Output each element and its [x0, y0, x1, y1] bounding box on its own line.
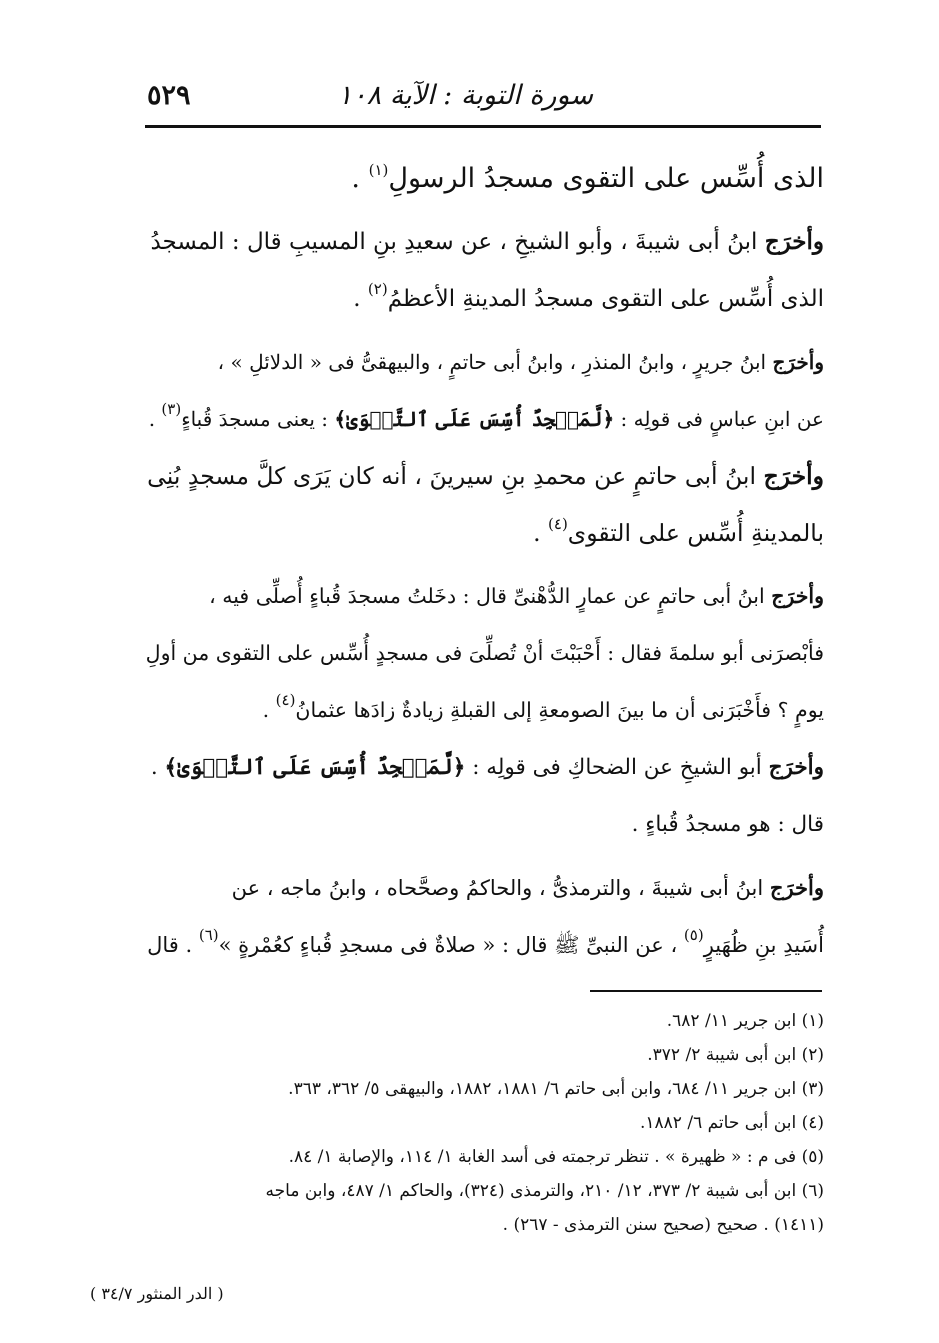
paragraph-6: [138, 739, 824, 853]
lead-word: وأخرَج: [769, 875, 824, 900]
paragraph-7: [138, 859, 824, 974]
footnote-ref: (٤): [548, 515, 568, 533]
text-line: أُسَيدِ بنِ ظُهَيرٍ: [703, 933, 824, 957]
text-line: أبو الشيخِ عن الضحاكِ فى قولِه :: [465, 755, 769, 780]
paragraph-2: [138, 213, 824, 328]
footnote-rule: [590, 990, 822, 992]
footnote-6-continued: (١٤١١) . صحيح (صحيح سنن الترمذى - ٢٦٧) .: [502, 1215, 824, 1235]
text-line: ابنُ أبى حاتمٍ عن عمارٍ الدُّهْنىِّ قال : دخَلتُ مسجدَ قُباءٍ أُصلِّى فيه ،: [209, 584, 772, 608]
text-end: .: [262, 698, 276, 722]
main-text: [138, 150, 824, 974]
running-title: سورة التوبة : الآية ١٠٨: [337, 80, 593, 111]
text-end: .: [353, 286, 368, 312]
text-line: .: [150, 755, 165, 780]
footnote-4: (٤) ابن أبى حاتم ٦/ ١٨٨٢.: [639, 1113, 824, 1133]
lead-word: وأخرَج: [772, 350, 824, 374]
text-end: .: [148, 407, 162, 431]
volume-signature: ( الدر المنثور ٣٤/٧ ): [90, 1284, 224, 1303]
text-end: .: [533, 519, 549, 547]
lead-word: وأخرَج: [768, 755, 824, 780]
page-number: ٥٢٩: [147, 80, 191, 111]
footnote-ref: (٦): [198, 926, 219, 944]
lead-word: وأخرَج: [763, 462, 824, 490]
lead-word: وأخرَج: [771, 584, 824, 608]
footnote-ref: (٣): [161, 400, 182, 418]
paragraph-3: [138, 334, 824, 448]
text-line: ابنُ أبى شيبةَ ، وأبو الشيخِ ، عن سعيدِ بنِ المسيبِ قال : المسجدُ: [150, 229, 765, 255]
footnote-ref: (٢): [367, 280, 388, 298]
text-line: ابنُ أبى حاتمٍ عن محمدِ بنِ سيرينَ ، أنه كان يَرَى كلَّ مسجدٍ بُنِى: [147, 462, 764, 490]
paragraph-5: [138, 568, 824, 739]
lead-word: وأخرَج: [764, 228, 824, 255]
text-end: . قال: [147, 933, 199, 957]
text-line: ابنُ جريرٍ ، وابنُ المنذرِ ، وابنُ أبى حاتمٍ ، والبيهقىُّ فى « الدلائلِ » ،: [217, 350, 773, 374]
text-line: عن ابنِ عباسٍ فى قولِه :: [614, 407, 824, 431]
footnote-ref: (١): [368, 161, 389, 179]
footnote-ref: (٤): [275, 691, 296, 709]
footnote-ref: (٥): [683, 926, 704, 944]
text-line: قال : هو مسجدُ قُباءٍ .: [631, 812, 824, 837]
paragraph-4: [138, 448, 824, 562]
quran-quote: ﴿لَّمَسۡجِدٌ أُسِّسَ عَلَى ٱلتَّقۡوَىٰ﴾: [164, 755, 466, 780]
footnotes: [130, 1004, 824, 1242]
paragraph-1: [138, 150, 824, 207]
footnote-6: (٦) ابن أبى شيبة ٢/ ٣٧٣، ١٢/ ٢١٠، والترمذى (٣٢٤)، والحاكم ١/ ٤٨٧، وابن ماجه: [265, 1181, 824, 1201]
text-line: ، عن النبىِّ ﷺ قال : « صلاةٌ فى مسجدِ قُباءٍ كعُمْرةٍ »: [218, 933, 684, 957]
text-line: ابنُ أبى شيبةَ ، والترمذىُّ ، والحاكمُ وصحَّحاه ، وابنُ ماجه ، عن: [231, 876, 770, 900]
footnote-5: (٥) فى م : « ظهيرة » . تنظر ترجمته فى أسد الغابة ١/ ١١٤، والإصابة ١/ ٨٤.: [288, 1147, 824, 1167]
text-line: الذى أُسِّس على التقوى مسجدُ الرسولِ: [388, 163, 824, 194]
footnote-2: (٢) ابن أبى شيبة ٢/ ٣٧٢.: [647, 1045, 824, 1065]
text-end: .: [351, 163, 369, 194]
page-header: [145, 78, 821, 118]
text-line: فأبْصرَنى أبو سلمةَ فقال : أَحْبَبْتَ أنْ تُصلِّىَ فى مسجدٍ أُسِّس على التقوى من أولِ: [145, 641, 824, 665]
text-line: يومٍ ؟ فأَخْبَرَنى أن ما بينَ الصومعةِ إلى القبلةِ زيادةٌ زادَها عثمانُ: [295, 698, 824, 722]
text-line: الذى أُسِّس على التقوى مسجدُ المدينةِ الأعظمُ: [387, 286, 824, 312]
footnote-1: (١) ابن جرير ١١/ ٦٨٢.: [666, 1011, 824, 1031]
footnote-3: (٣) ابن جرير ١١/ ٦٨٤، وابن أبى حاتم ٦/ ١٨٨١، ١٨٨٢، والبيهقى ٥/ ٣٦٢، ٣٦٣.: [288, 1079, 824, 1099]
text-line: بالمدينةِ أُسِّس على التقوى: [567, 519, 824, 547]
header-rule: [145, 125, 821, 128]
quran-quote: ﴿لَّمَسۡجِدٌ أُسِّسَ عَلَى ٱلتَّقۡوَىٰ﴾: [334, 407, 615, 431]
text-line: : يعنى مسجدَ قُباءٍ: [181, 407, 335, 431]
